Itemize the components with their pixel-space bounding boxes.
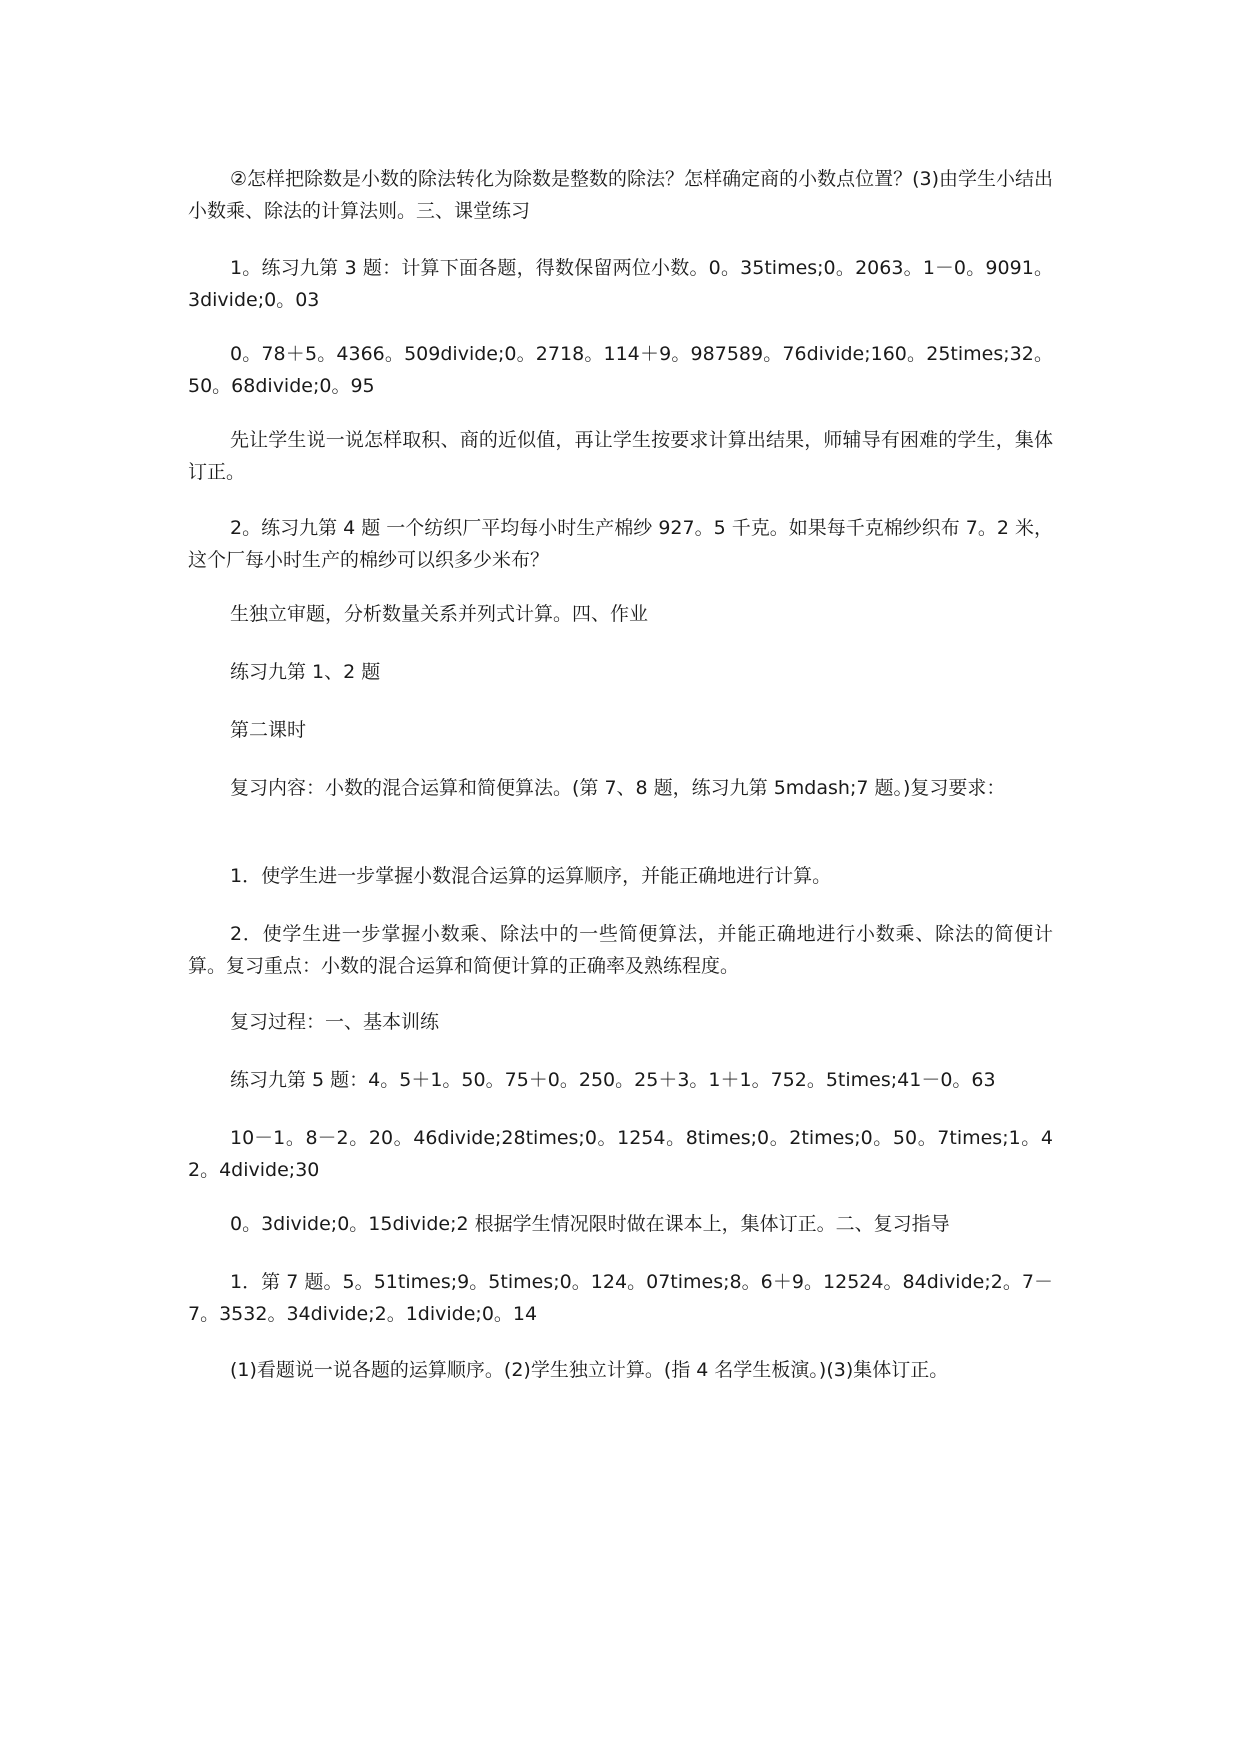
- paragraph-second-lesson-heading: 第二课时: [230, 719, 307, 741]
- paragraph-independent-solving: 生独立审题，分析数量关系并列式计算。四、作业: [230, 603, 649, 625]
- paragraph-homework: 练习九第 1、2 题: [230, 661, 381, 683]
- paragraph-question-7: 1．第 7 题。5。51times;9。5times;0。124。07times;8。6＋9。12524。84divide;2。7－7。3532。34divide;2。1divide;0。14: [188, 1271, 1053, 1325]
- paragraph-timed-practice: 0。3divide;0。15divide;2 根据学生情况限时做在课本上，集体订正。二、复习指导: [230, 1213, 950, 1235]
- paragraph-review-content: 复习内容：小数的混合运算和简便算法。(第 7、8 题，练习九第 5mdash;7 题。)复习要求：: [230, 777, 1006, 799]
- paragraph-review-process: 复习过程：一、基本训练: [230, 1011, 440, 1033]
- paragraph-requirement-1: 1．使学生进一步掌握小数混合运算的运算顺序，并能正确地进行计算。: [230, 865, 832, 887]
- paragraph-approximation-instruction: 先让学生说一说怎样取积、商的近似值，再让学生按要求计算出结果，师辅导有困难的学生，集体订正。: [188, 429, 1053, 483]
- paragraph-exercise-9-q4: 2。练习九第 4 题 一个纺织厂平均每小时生产棉纱 927。5 千克。如果每千克棉纱织布 7。2 米，这个厂每小时生产的棉纱可以织多少米布？: [188, 517, 1053, 571]
- paragraph-exercise-9-q3: 1。练习九第 3 题：计算下面各题，得数保留两位小数。0。35times;0。2063。1－0。9091。3divide;0。03: [188, 257, 1053, 311]
- paragraph-review-question: ②怎样把除数是小数的除法转化为除数是整数的除法？怎样确定商的小数点位置？(3)由学生小结出小数乘、除法的计算法则。三、课堂练习: [188, 168, 1053, 222]
- paragraph-operation-order-steps: (1)看题说一说各题的运算顺序。(2)学生独立计算。(指 4 名学生板演。)(3)集体订正。: [230, 1359, 949, 1381]
- paragraph-exercise-9-q5-items: 10－1。8－2。20。46divide;28times;0。1254。8times;0。2times;0。50。7times;1。42。4divide;30: [188, 1127, 1053, 1181]
- paragraph-exercise-9-q3-items: 0。78＋5。4366。509divide;0。2718。114＋9。987589。76divide;160。25times;32。50。68divide;0。95: [188, 343, 1053, 397]
- paragraph-exercise-9-q5: 练习九第 5 题：4。5＋1。50。75＋0。250。25＋3。1＋1。752。5times;41－0。63: [230, 1069, 996, 1091]
- paragraph-requirement-2: 2．使学生进一步掌握小数乘、除法中的一些简便算法，并能正确地进行小数乘、除法的简便计算。复习重点：小数的混合运算和简便计算的正确率及熟练程度。: [188, 923, 1053, 977]
